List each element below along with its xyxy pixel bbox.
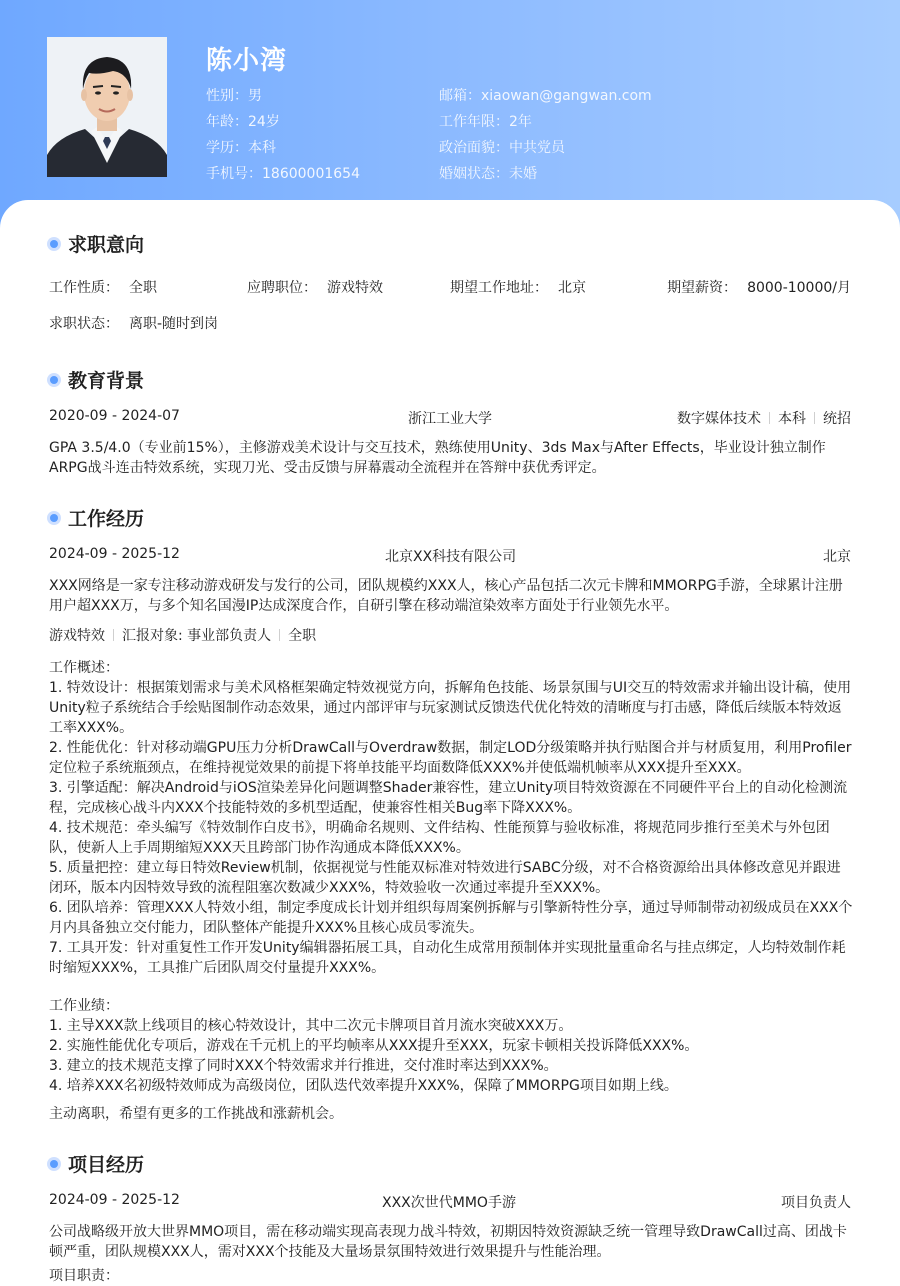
overview-item: 4. 技术规范：牵头编写《特效制作白皮书》，明确命名规则、文件结构、性能预算与验收标准，将规范同步推行至美术与外包团队，使新人上手周期缩短XXX天且跨部门协作沟通成本降低XXX%。 [49, 820, 830, 856]
work-city: 北京 [823, 549, 851, 565]
project-role: 项目负责人 [781, 1195, 851, 1211]
divider [279, 629, 280, 641]
politics-info: 政治面貌：中共党员 [439, 140, 565, 156]
work-jobtype: 全职 [288, 628, 317, 644]
section-title-text: 求职意向 [68, 234, 145, 256]
leave-reason: 主动离职，希望有更多的工作挑战和涨薪机会。 [49, 1106, 343, 1122]
age-info: 年龄：24岁 [206, 114, 280, 130]
education-description: GPA 3.5/4.0（专业前15%），主修游戏美术设计与交互技术，熟练使用Unity、3ds Max与After Effects，毕业设计独立制作ARPG战斗连击特效系统，实现刀光、受击反馈与屏幕震动全流程并在答辩中获优秀评定。 [49, 440, 826, 476]
intent-position-value: 游戏特效 [327, 280, 383, 296]
education-major: 数字媒体技术 [677, 411, 761, 427]
intent-location-value: 北京 [558, 280, 586, 296]
section-bullet-icon [50, 1160, 58, 1168]
email-info: 邮箱：xiaowan@gangwan.com [439, 88, 652, 104]
education-mode: 统招 [823, 411, 851, 427]
overview-item: 1. 特效设计：根据策划需求与美术风格框架确定特效视觉方向，拆解角色技能、场景氛围与UI交互的特效需求并输出设计稿，使用Unity粒子系统结合手绘贴图制作动态效果，通过内部评审与玩家测试反馈迭代优化特效的清晰度与打击感，降低后续版本特效返工率XXX%。 [49, 680, 852, 736]
intent-location [450, 277, 586, 297]
achievement-item: 3. 建立的技术规范支撑了同时XXX个特效需求并行推进，交付准时率达到XXX%。 [49, 1058, 558, 1074]
overview-item: 7. 工具开发：针对重复性工作开发Unity编辑器拓展工具，自动化生成常用预制体并实现批量重命名与挂点绑定，人均特效制作耗时缩短XXX%，工具推广后团队周交付量提升XXX%。 [49, 940, 846, 976]
achievement-item: 4. 培养XXX名初级特效师成为高级岗位，团队迭代效率提升XXX%，保障了MMORPG项目如期上线。 [49, 1078, 678, 1094]
section-bullet-icon [50, 376, 58, 384]
section-bullet-icon [50, 240, 58, 248]
overview-item: 3. 引擎适配：解决Android与iOS渲染差异化问题调整Shader兼容性，建立Unity项目特效资源在不同硬件平台上的自动化检测流程，完成核心战斗内XXX个技能特效的多机型适配，使兼容性相关Bug率下降XXX%。 [49, 780, 848, 816]
section-title-text: 项目经历 [68, 1154, 145, 1176]
project-name: XXX次世代MMO手游 [382, 1195, 516, 1211]
overview-item: 2. 性能优化：针对移动端GPU压力分析DrawCall与Overdraw数据，制定LOD分级策略并执行贴图合并与材质复用，利用Profiler定位粒子系统瓶颈点，在维持视觉效果的前提下将单技能平均面数降低XXX%并使低端机帧率从XXX提升至XXX。 [49, 740, 852, 776]
section-title-project [48, 1150, 144, 1177]
marriage-info: 婚姻状态：未婚 [439, 166, 537, 182]
work-company: 北京XX科技有限公司 [385, 549, 517, 565]
education-school: 浙江工业大学 [408, 411, 492, 427]
education-meta [677, 408, 851, 428]
work-overview [49, 658, 854, 978]
work-achievements [49, 996, 854, 1096]
project-duty-title: 项目职责： [49, 1268, 119, 1284]
project-period: 2024-09 - 2025-12 [49, 1192, 180, 1208]
candidate-name: 陈小湾 [206, 46, 288, 76]
intent-salary [667, 277, 851, 297]
intent-type-label: 工作性质： [49, 280, 119, 296]
overview-item: 6. 团队培养：管理XXX人特效小组，制定季度成长计划并组织每周案例拆解与引擎新特性分享，通过导师制带动初级成员在XXX个月内具备独立交付能力，团队整体产能提升XXX%且核心成员零流失。 [49, 900, 853, 936]
intent-type-value: 全职 [129, 280, 157, 296]
section-bullet-icon [50, 514, 58, 522]
section-title-education [48, 366, 144, 393]
intent-position-label: 应聘职位： [247, 280, 317, 296]
work-report: 汇报对象: 事业部负责人 [122, 628, 272, 644]
education-degree: 本科 [778, 411, 806, 427]
achievement-item: 1. 主导XXX款上线项目的核心特效设计，其中二次元卡牌项目首月流水突破XXX万。 [49, 1018, 573, 1034]
overview-item: 5. 质量把控：建立每日特效Review机制，依据视觉与性能双标准对特效进行SABC分级，对不合格资源给出具体修改意见并跟进闭环，版本内因特效导致的流程阻塞次数减少XXX%，特效验收一次通过率提升至XXX%。 [49, 860, 841, 896]
section-title-work [48, 504, 144, 531]
intent-status-value: 离职-随时到岗 [129, 316, 219, 332]
divider [814, 412, 815, 424]
education-period: 2020-09 - 2024-07 [49, 408, 180, 424]
overview-title: 工作概述： [49, 660, 119, 676]
company-description: XXX网络是一家专注移动游戏研发与发行的公司，团队规模约XXX人，核心产品包括二次元卡牌和MMORPG手游，全球累计注册用户超XXX万，与多个知名国漫IP达成深度合作，自研引擎在移动端渲染效率方面处于行业领先水平。 [49, 578, 843, 614]
intent-position [247, 277, 383, 297]
work-tags [49, 625, 316, 645]
achievement-item: 2. 实施性能优化专项后，游戏在千元机上的平均帧率从XXX提升至XXX，玩家卡顿相关投诉降低XXX%。 [49, 1038, 699, 1054]
gender-info: 性别：男 [206, 88, 262, 104]
portrait-image [47, 37, 167, 177]
years-info: 工作年限：2年 [439, 114, 532, 130]
section-title-text: 工作经历 [68, 508, 145, 530]
divider [769, 412, 770, 424]
intent-status-label: 求职状态： [49, 316, 119, 332]
section-title-intent [48, 230, 144, 257]
section-title-text: 教育背景 [68, 370, 145, 392]
intent-type [49, 277, 157, 297]
education-info: 学历：本科 [206, 140, 276, 156]
project-description: 公司战略级开放大世界MMO项目，需在移动端实现高表现力战斗特效，初期因特效资源缺乏统一管理导致DrawCall过高、团战卡顿严重，团队规模XXX人，需对XXX个技能及大量场景氛围特效进行效果提升与性能治理。 [49, 1224, 847, 1260]
intent-status [49, 313, 218, 333]
work-role: 游戏特效 [49, 628, 105, 644]
divider [113, 629, 114, 641]
profile-photo [47, 37, 167, 177]
intent-salary-value: 8000-10000/月 [747, 280, 851, 296]
intent-location-label: 期望工作地址： [450, 280, 548, 296]
intent-salary-label: 期望薪资： [667, 280, 738, 296]
achievement-title: 工作业绩： [49, 998, 119, 1014]
work-period: 2024-09 - 2025-12 [49, 546, 180, 562]
phone-info: 手机号：18600001654 [206, 166, 360, 182]
